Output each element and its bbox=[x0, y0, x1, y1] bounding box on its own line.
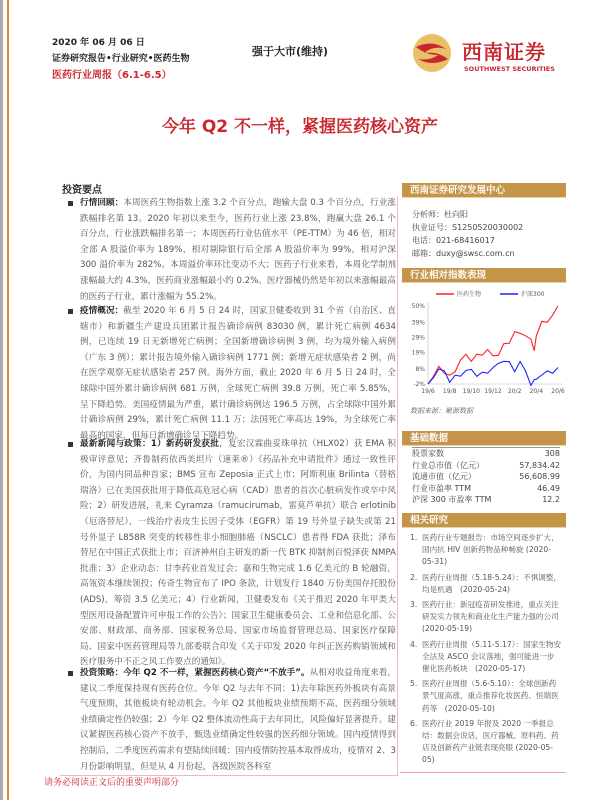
paragraph-text: 截至 2020 年 6 月 5 日 24 时，国家卫健委收到 31 个省（自治区、直辖市）和新疆生产建设兵团累计报告确诊病例 83030 例，累计死亡病例 4634 例，已连续 19 日无新增死亡病例；全国新增确诊病例 3 例，均为境外输入病例（广东 3 例）；累计报告境外输入确诊病例 1771 例；新增无症状感染者 2 例，尚在医学观察无症状感染者 257 例。海外方面，截止 2020 年 6 月 5 日 24 时，全球除中国外累计确诊病例 681 万例，全球死亡病例 39.8 万例，死亡率 5.85%，呈下降趋势。美国疫情最为严重，累计确诊病例达 196.5 万例，占全球除中国外累计确诊病例 29%，累计死亡病例 11.1 万；法国死亡率高达 19%，为全球死亡率最高的国家，但每日新增确诊呈下降趋势。 bbox=[80, 306, 396, 441]
y-tick-label: -2% bbox=[413, 381, 425, 388]
row-value: 57,834.42 bbox=[519, 460, 560, 470]
row-value: 308 bbox=[544, 449, 560, 458]
item-text: 医药行业周报（5.11-5.17）：国家生物安全法及 ASCO 会议落地，强可能进一步催化医药板块 (2020-05-17) bbox=[422, 639, 562, 674]
analyst-license: 执业证号：S1250520030002 bbox=[412, 223, 524, 232]
item-text: 医药行业专题报告：市场空间逐步扩大，国内抗 HIV 创新药物品种畅旋 (2020-05-31) bbox=[422, 533, 559, 567]
x-tick-label: 20/6 bbox=[551, 388, 565, 395]
row-value: 56,608.99 bbox=[519, 472, 560, 481]
report-title: 今年 Q2 不一样，紧握医药核心资产 bbox=[161, 117, 439, 137]
list-item[interactable] bbox=[410, 678, 562, 715]
item-text: 医药行业周报（5.6-5.10）：全球创新药景气度高涨，重点推荐化妆医药、恒瑞医药等 (2020-05-10) bbox=[422, 679, 559, 713]
row-label: 行业总市值（亿元） bbox=[412, 460, 484, 470]
report-date: 2020 年 06 月 06 日 bbox=[52, 38, 145, 48]
series-line-1 bbox=[428, 361, 558, 385]
paragraph-text: 从相对收益角度来看，建议二季度保持现有医药仓位。今年 Q2 与去年不同：1)去年除医药外板块有高景气度预期，其他板块有轮动机会。今年 Q2 其他板块业绩预期不高，医药细分领域业绩确定性仍较强；2）今年 Q2 整体流动性高于去年同比，风险偏好显著提升。建议紧握医药核心资产不放手，甄选业绩确定性较强的医药细分领域。国内疫情得到控制后，二季度医药需求有望陆续回暖：国内疫情防控基本取得成功，疫情对 2、3 月份影响明显，但是从 4 月份起，各级医院各科室 bbox=[80, 668, 396, 772]
paragraph-text: 本周医药生物指数上涨 3.2 个百分点，跑输大盘 0.3 个百分点，行业涨跌幅排名第 13。2020 年初以来至今，医药行业上涨 23.8%，跑赢大盘 26.1 个百分点，行业涨跌幅排名第一；本周医药行业估值水平（PE-TTM）为 46 倍，相对全部 A 股溢价率为 189%，相对剔除银行后全部 A 股溢价率为 99%，相对沪深 300 溢价率为 282%。本周溢价率环比变动不大；医药子行业来看，本周化学制剂涨幅最大约 4.3%，医药商业涨幅最小约 0.2%。医疗器械仍然是年初以来涨幅最高的医药子行业，累计涨幅为 55.2%。 bbox=[80, 198, 396, 302]
related-research-list bbox=[410, 532, 567, 770]
list-item[interactable] bbox=[410, 639, 562, 676]
paragraph-epidemic bbox=[68, 304, 396, 444]
x-tick-label: 19/10 bbox=[462, 388, 480, 395]
table-row bbox=[412, 471, 560, 483]
analyst-name: 分析师：杜向阳 bbox=[412, 210, 468, 219]
legend-label: 医药生物 bbox=[457, 291, 482, 298]
paragraph-lead: 行情回顾： bbox=[80, 198, 124, 208]
list-item[interactable] bbox=[410, 572, 562, 596]
footer-disclaimer: 请务必阅读正文后的重要声明部分 bbox=[44, 778, 180, 788]
bullet-icon bbox=[68, 671, 73, 676]
relative-index-chart bbox=[402, 286, 566, 398]
y-tick-label: 29% bbox=[411, 334, 425, 342]
bullet-icon bbox=[68, 201, 73, 206]
row-label: 流通市值（亿元） bbox=[412, 472, 476, 481]
report-name: 医药行业周报（6.1-6.5） bbox=[52, 70, 172, 81]
analyst-info bbox=[412, 208, 523, 260]
item-number: 4. bbox=[410, 639, 418, 649]
basics-header: 基础数据 bbox=[402, 431, 566, 446]
item-number: 1. bbox=[410, 533, 418, 542]
section-heading: 投资要点 bbox=[62, 185, 102, 196]
x-tick-label: 19/6 bbox=[421, 388, 435, 395]
logo-text-en: SOUTHWEST SECURITIES bbox=[464, 65, 555, 73]
paragraph-lead: 疫情概况： bbox=[80, 306, 124, 316]
y-tick-label: 50% bbox=[411, 303, 425, 310]
row-value: 46.49 bbox=[537, 483, 560, 493]
item-text: 医药行业周报（5.18-5.24）：不惧调整，均是机遇 (2020-05-24) bbox=[422, 572, 562, 594]
x-tick-label: 19/8 bbox=[442, 388, 457, 395]
row-label: 沪深 300 市盈率 TTM bbox=[412, 495, 492, 504]
analyst-email[interactable]: 邮箱：duxy@swsc.com.cn bbox=[412, 249, 515, 258]
item-number: 2. bbox=[410, 572, 418, 582]
related-research-header: 相关研究 bbox=[402, 513, 566, 528]
item-text: 医药行业：新冠疫苗研发推进，重点关注研发实力领先和商业化生产能力强的公司 (2020-05-19) bbox=[422, 600, 567, 634]
report-category: 证券研究报告•行业研究•医药生物 bbox=[52, 54, 190, 64]
list-item[interactable] bbox=[410, 532, 562, 569]
row-label: 股票家数 bbox=[412, 449, 444, 458]
company-logo bbox=[412, 33, 452, 73]
research-center-header: 西南证券研究发展中心 bbox=[402, 183, 566, 198]
x-tick-label: 19/12 bbox=[484, 388, 502, 395]
paragraph-lead: 投资策略：今年 Q2 不一样，紧握医药核心资产“不放手”。 bbox=[80, 668, 310, 678]
y-tick-label: 39% bbox=[411, 319, 425, 327]
logo-icon bbox=[412, 33, 452, 73]
divider bbox=[400, 772, 566, 773]
item-text: 医药行业 2019 年报及 2020 一季报总结：数据会说话，医疗器械、原料药、药店及创新药产业链表现亮眼 (2020-05-05) bbox=[422, 718, 559, 765]
chart-header: 行业相对指数表现 bbox=[402, 268, 566, 283]
table-row bbox=[412, 460, 560, 472]
paragraph-news-policy bbox=[68, 437, 396, 671]
list-item[interactable] bbox=[410, 599, 567, 636]
table-row bbox=[412, 483, 560, 495]
row-label: 行业市盈率 TTM bbox=[412, 483, 472, 493]
table-row bbox=[412, 448, 560, 460]
y-tick-label: 19% bbox=[411, 349, 425, 357]
paragraph-strategy bbox=[68, 666, 396, 774]
logo-text-cn: 西南证券 bbox=[462, 40, 546, 64]
table-row bbox=[412, 494, 560, 506]
analyst-phone: 电话：021-68416017 bbox=[412, 236, 495, 245]
paragraph-market-review bbox=[68, 196, 396, 305]
item-number: 5. bbox=[410, 679, 418, 689]
paragraph-text: ，复宏汉霖曲妥珠单抗（HLX02）获 EMA 积极审评意见；齐鲁制药依西美坦片（速莱®）《药品补充申请批件》通过一致性评价，为国内同品种首家；BMS 宣布 Zeposia 正式上市；阿斯利康 Brilinta（替格瑞洛）已在美国获批用于降低高危冠心病（CAD）患者的首次心脏病发作或卒中风险；2）研发进展，礼来 Cyramza（ramucirumab，雷莫芦单抗）联合 erlotinib（厄洛替尼），一线治疗表皮生长因子受体（EGFR）第 19 号外显子缺失或第 21 号外显子 L858R 突变的转移性非小细胞肺癌（NSCLC）患者得 FDA 获批；泽布替尼在中国正式获批上市；百济神州自主研发的新一代 BTK 抑制剂百悦泽获 NMPA 批准；3）企业动态：甘李药业首发过会；嘉和生物完成 1.6 亿美元的 B 轮融资，高瓴资本继续领投；传奇生物宣布了 IPO 条款，计划发行 1840 万份美国存托股份(ADS)，筹资 3.5 亿美元；4）行业新闻，卫健委发布《关于推迟 2020 年甲类大型医用设备配置许可申报工作的公告》；国家卫生健康委员会、工业和信息化部、公安部、财政部、商务部、国家税务总局、国家市场监督管理总局、国家医疗保障局、国家中医药管理局等九部委联合印发《关于印发 2020 年纠正医药购销领域和医疗服务中不正之风工作要点的通知》。 bbox=[80, 439, 396, 668]
chart-source: 数据来源：聚源数据 bbox=[410, 407, 473, 415]
x-tick-label: 20/2 bbox=[507, 388, 522, 395]
bullet-icon bbox=[68, 309, 73, 314]
legend-label: 沪深300 bbox=[521, 291, 545, 298]
row-value: 12.2 bbox=[542, 495, 560, 504]
item-number: 3. bbox=[410, 600, 418, 610]
rating: 强于大市(维持) bbox=[252, 45, 329, 58]
list-item[interactable] bbox=[410, 718, 562, 767]
x-tick-label: 20/4 bbox=[529, 388, 544, 395]
series-line-0 bbox=[428, 306, 558, 384]
item-number: 6. bbox=[410, 718, 418, 728]
paragraph-lead: 最新新闻与政策：1）新药研发获批 bbox=[80, 439, 220, 449]
bullet-icon bbox=[68, 442, 73, 447]
y-tick-label: 8% bbox=[415, 366, 425, 373]
basics-table bbox=[412, 447, 560, 506]
